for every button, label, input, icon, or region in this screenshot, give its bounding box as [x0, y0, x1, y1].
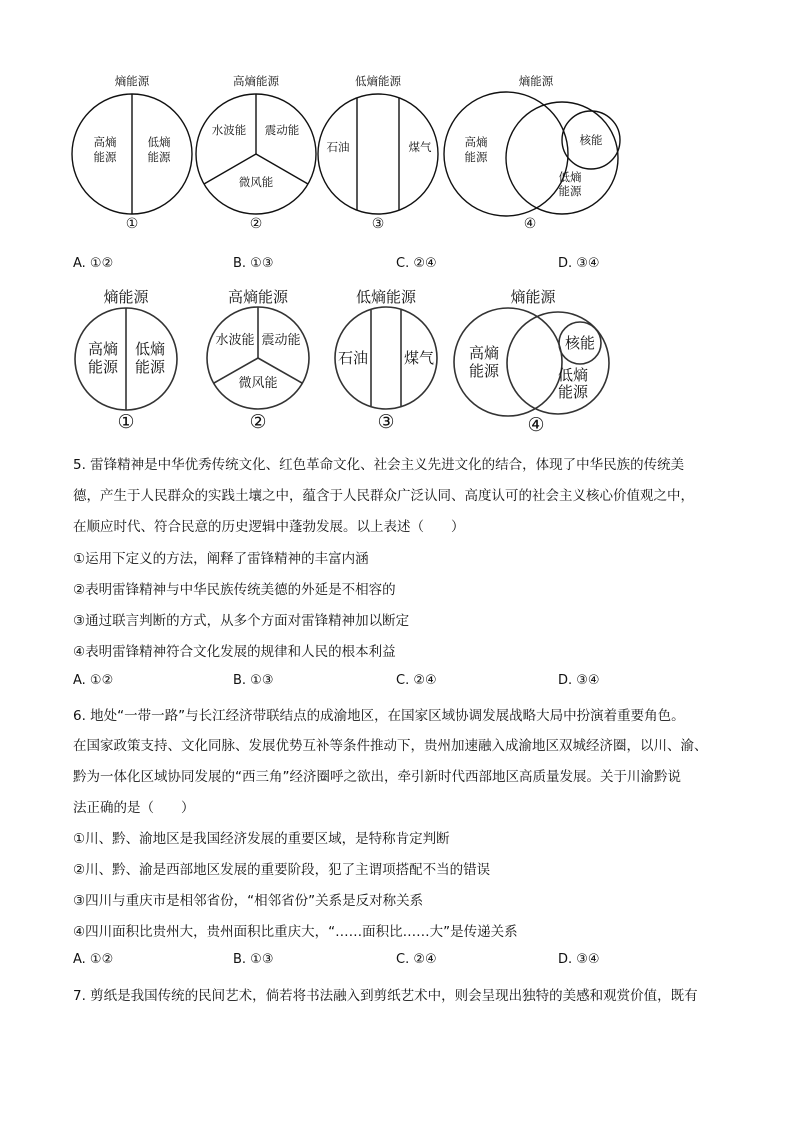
option-b[interactable]: B. ①③ — [233, 256, 274, 271]
q6-item-4: ④四川面积比贵州大，贵州面积比重庆大，“……面积比……大”是传递关系 — [73, 924, 518, 940]
fig1-d4-right2: 能源 — [558, 184, 582, 198]
q5-stem-line-2: 德，产生于人民群众的实践土壤之中，蕴含于人民群众广泛认同、高度认可的社会主义核心价值观之中， — [73, 488, 694, 504]
fig1-d2-title: 高熵能源 — [233, 74, 279, 88]
fig2-d4-left: 高熵 — [468, 344, 500, 362]
option-b[interactable]: B. ①③ — [233, 952, 274, 967]
q5-options — [73, 673, 773, 693]
fig2-d1-title: 熵能源 — [103, 288, 149, 306]
fig1-d1-left2: 能源 — [93, 150, 117, 164]
option-c[interactable]: C. ②④ — [396, 673, 437, 688]
fig2-d1-right2: 能源 — [134, 358, 166, 376]
option-d[interactable]: D. ③④ — [558, 673, 600, 688]
fig2-d2-title: 高熵能源 — [227, 288, 289, 306]
fig1-d3-title: 低熵能源 — [355, 74, 401, 88]
fig1-d4-right: 低熵 — [558, 170, 582, 184]
fig1-circle-3 — [318, 94, 438, 214]
q7-stem-line-1: 7. 剪纸是我国传统的民间艺术，倘若将书法融入到剪纸艺术中，则会呈现出独特的美感和观赏价值，既有 — [73, 988, 698, 1004]
figure-bottom-svg — [68, 286, 688, 436]
q6-stem-line-4: 法正确的是（ ） — [73, 800, 195, 816]
fig2-d4-num: ④ — [527, 414, 545, 436]
q6-item-1: ①川、黔、渝地区是我国经济发展的重要区域，是特称肯定判断 — [73, 831, 450, 847]
fig1-d4-left: 高熵 — [464, 135, 488, 149]
figure-top-svg — [60, 68, 680, 233]
fig2-d1-left2: 能源 — [87, 358, 119, 376]
fig2-d3-num: ③ — [377, 411, 395, 433]
fig2-d4-right2: 能源 — [557, 383, 589, 401]
fig1-d2-b: 震动能 — [264, 123, 300, 137]
q5-item-1: ①运用下定义的方法，阐释了雷锋精神的丰富内涵 — [73, 551, 369, 567]
option-a[interactable]: A. ①② — [73, 673, 114, 688]
figure-top — [60, 68, 680, 233]
fig1-d1-right2: 能源 — [147, 150, 171, 164]
q6-item-2: ②川、黔、渝是西部地区发展的重要阶段，犯了主谓项搭配不当的错误 — [73, 862, 491, 878]
option-b[interactable]: B. ①③ — [233, 673, 274, 688]
fig2-d3-title: 低熵能源 — [355, 288, 417, 306]
fig2-d2-num: ② — [249, 411, 267, 433]
fig1-d2-a: 水波能 — [211, 123, 247, 137]
fig2-d1-num: ① — [117, 411, 135, 433]
fig1-d3-a: 石油 — [326, 140, 350, 154]
fig1-d4-num: ④ — [523, 216, 537, 232]
q5-stem-line-1: 5. 雷锋精神是中华优秀传统文化、红色革命文化、社会主义先进文化的结合，体现了中华民族的传统美 — [73, 457, 685, 473]
fig1-d3-num: ③ — [371, 216, 385, 232]
fig1-d1-num: ① — [125, 216, 139, 232]
fig1-d4-title: 熵能源 — [518, 74, 554, 88]
fig1-d1-right: 低熵 — [147, 135, 171, 149]
option-d[interactable]: D. ③④ — [558, 256, 600, 271]
q6-item-3: ③四川与重庆市是相邻省份，“相邻省份”关系是反对称关系 — [73, 893, 424, 909]
fig1-d2-num: ② — [249, 216, 263, 232]
fig2-d3-b: 煤气 — [403, 349, 435, 367]
fig2-d2-b: 震动能 — [261, 333, 301, 348]
fig2-d1-left: 高熵 — [87, 340, 119, 358]
fig2-d4-title: 熵能源 — [510, 288, 556, 306]
q5-item-3: ③通过联言判断的方式，从多个方面对雷锋精神加以断定 — [73, 613, 410, 629]
q5-item-4: ④表明雷锋精神符合文化发展的规律和人民的根本利益 — [73, 644, 396, 660]
option-c[interactable]: C. ②④ — [396, 256, 437, 271]
fig1-d3-b: 煤气 — [408, 140, 432, 154]
fig2-d2-c: 微风能 — [238, 376, 278, 391]
q6-stem-line-1: 6. 地处“一带一路”与长江经济带联结点的成渝地区，在国家区域协调发展战略大局中扮演着重要角色。 — [73, 708, 685, 724]
fig1-d4-inner: 核能 — [579, 133, 603, 147]
q5-stem-line-3: 在顺应时代、符合民意的历史逻辑中蓬勃发展。以上表述（ ） — [73, 519, 465, 535]
q6-stem-line-3: 黔为一体化区域协同发展的“西三角”经济圈呼之欲出，牵引新时代西部地区高质量发展。关于川渝黔说 — [73, 769, 681, 785]
q5-item-2: ②表明雷锋精神与中华民族传统美德的外延是不相容的 — [73, 582, 396, 598]
fig2-d4-left2: 能源 — [468, 362, 500, 380]
option-d[interactable]: D. ③④ — [558, 952, 600, 967]
fig2-d4-right: 低熵 — [557, 366, 589, 384]
fig1-d2-c: 微风能 — [238, 175, 274, 189]
fig2-d1-right: 低熵 — [134, 340, 166, 358]
option-c[interactable]: C. ②④ — [396, 952, 437, 967]
q6-options — [73, 952, 773, 972]
fig1-d1-title: 熵能源 — [114, 74, 150, 88]
fig1-d1-left: 高熵 — [93, 135, 117, 149]
fig2-d4-inner: 核能 — [564, 334, 596, 352]
fig2-d3-a: 石油 — [337, 349, 369, 367]
q6-stem-line-2: 在国家政策支持、文化同脉、发展优势互补等条件推动下，贵州加速融入成渝地区双城经济圈，以川、渝、 — [73, 738, 708, 754]
fig2-d2-a: 水波能 — [215, 333, 255, 348]
option-a[interactable]: A. ①② — [73, 256, 114, 271]
fig1-d4-left2: 能源 — [464, 150, 488, 164]
figure-bottom — [68, 286, 688, 436]
option-a[interactable]: A. ①② — [73, 952, 114, 967]
q4-options — [73, 256, 773, 276]
